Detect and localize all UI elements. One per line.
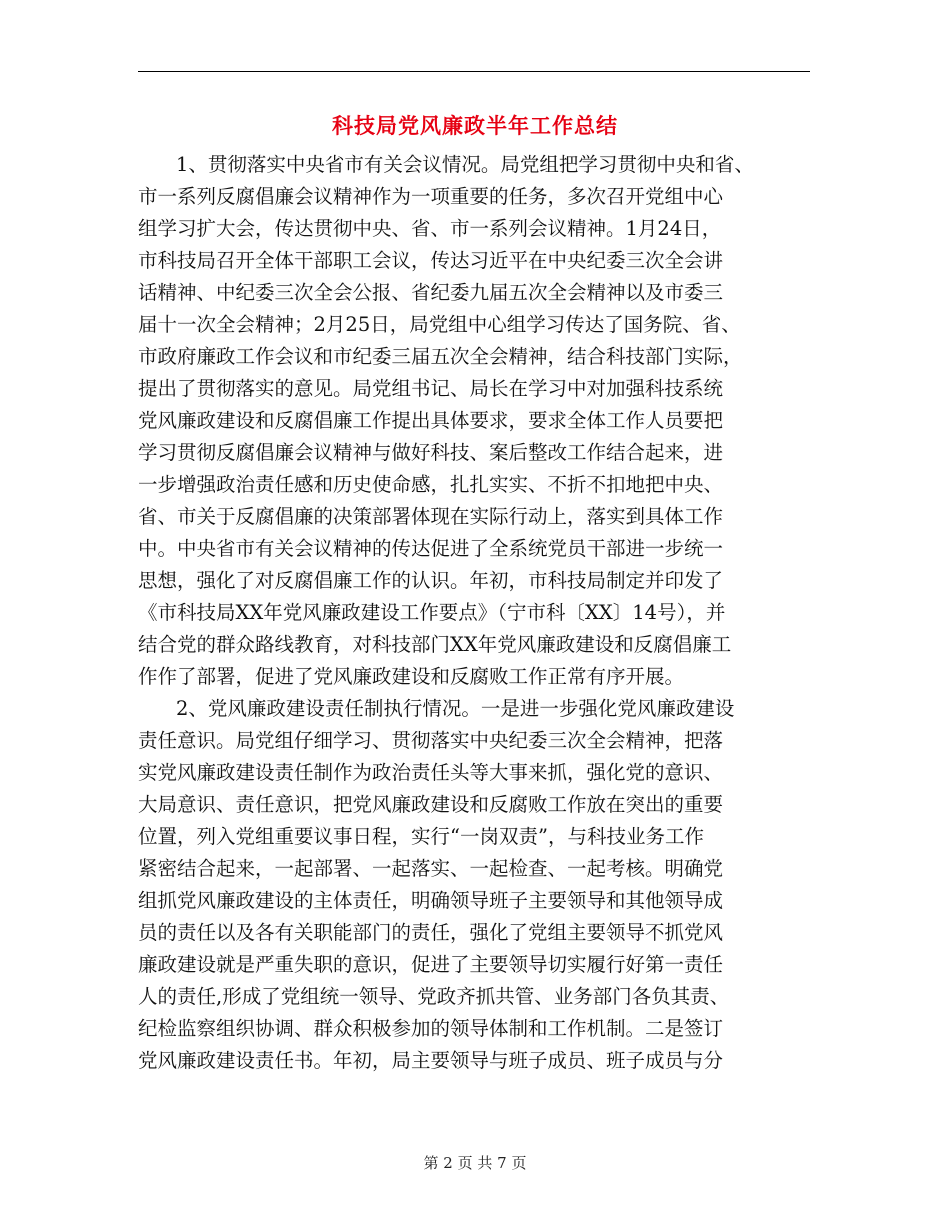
body-line-8: 提出了贯彻落实的意见。局党组书记、局长在学习中对加强科技系统 <box>138 377 724 400</box>
header-rule <box>138 71 810 72</box>
body-line-29: 党风廉政建设责任书。年初，局主要领导与班子成员、班子成员与分 <box>138 1049 724 1072</box>
body-line-17: 作作了部署，促进了党风廉政建设和反腐败工作正常有序开展。 <box>138 665 685 688</box>
body-line-22: 位置，列入党组重要议事日程，实行“一岗双责”，与科技业务工作 <box>138 825 704 848</box>
body-line-4: 市科技局召开全体干部职工会议，传达习近平在中央纪委三次全会讲 <box>138 249 724 272</box>
body-line-20: 实党风廉政建设责任制作为政治责任头等大事来抓，强化党的意识、 <box>138 761 724 784</box>
body-line-13: 中。中央省市有关会议精神的传达促进了全系统党员干部进一步统一 <box>138 537 724 560</box>
body-line-19: 责任意识。局党组仔细学习、贯彻落实中央纪委三次全会精神，把落 <box>138 729 724 752</box>
body-line-9: 党风廉政建设和反腐倡廉工作提出具体要求，要求全体工作人员要把 <box>138 409 724 432</box>
body-line-27: 人的责任,形成了党组统一领导、党政齐抓共管、业务部门各负其责、 <box>138 985 730 1008</box>
document-title: 科技局党风廉政半年工作总结 <box>332 114 618 138</box>
body-line-26: 廉政建设就是严重失职的意识，促进了主要领导切实履行好第一责任 <box>138 953 724 976</box>
body-line-18: 2、党风廉政建设责任制执行情况。一是进一步强化党风廉政建设 <box>176 697 735 720</box>
body-line-16: 结合党的群众路线教育，对科技部门XX年党风廉政建设和反腐倡廉工 <box>138 633 732 656</box>
body-line-6: 届十一次全会精神；2月25日，局党组中心组学习传达了国务院、省、 <box>138 313 741 336</box>
body-line-23: 紧密结合起来，一起部署、一起落实、一起检查、一起考核。明确党 <box>138 857 724 880</box>
body-line-28: 纪检监察组织协调、群众积极参加的领导体制和工作机制。二是签订 <box>138 1017 724 1040</box>
body-line-25: 员的责任以及各有关职能部门的责任，强化了党组主要领导不抓党风 <box>138 921 724 944</box>
body-line-15: 《市科技局XX年党风廉政建设工作要点》（宁市科〔XX〕14号），并 <box>138 601 726 624</box>
body-line-5: 话精神、中纪委三次全会公报、省纪委九届五次全会精神以及市委三 <box>138 281 724 304</box>
body-line-12: 省、市关于反腐倡廉的决策部署体现在实际行动上，落实到具体工作 <box>138 505 724 528</box>
body-line-21: 大局意识、责任意识，把党风廉政建设和反腐败工作放在突出的重要 <box>138 793 724 816</box>
body-line-10: 学习贯彻反腐倡廉会议精神与做好科技、案后整改工作结合起来，进 <box>138 441 724 464</box>
body-line-24: 组抓党风廉政建设的主体责任，明确领导班子主要领导和其他领导成 <box>138 889 724 912</box>
body-line-11: 一步增强政治责任感和历史使命感，扎扎实实、不折不扣地把中央、 <box>138 473 724 496</box>
body-line-14: 思想，强化了对反腐倡廉工作的认识。年初，市科技局制定并印发了 <box>138 569 724 592</box>
body-line-7: 市政府廉政工作会议和市纪委三届五次全会精神，结合科技部门实际， <box>138 345 743 368</box>
page-number: 第 2 页 共 7 页 <box>423 1154 527 1172</box>
body-line-3: 组学习扩大会，传达贯彻中央、省、市一系列会议精神。1月24日， <box>138 217 722 240</box>
body-line-1: 1、贯彻落实中央省市有关会议情况。局党组把学习贯彻中央和省、 <box>176 153 754 176</box>
body-line-2: 市一系列反腐倡廉会议精神作为一项重要的任务，多次召开党组中心 <box>138 185 724 208</box>
